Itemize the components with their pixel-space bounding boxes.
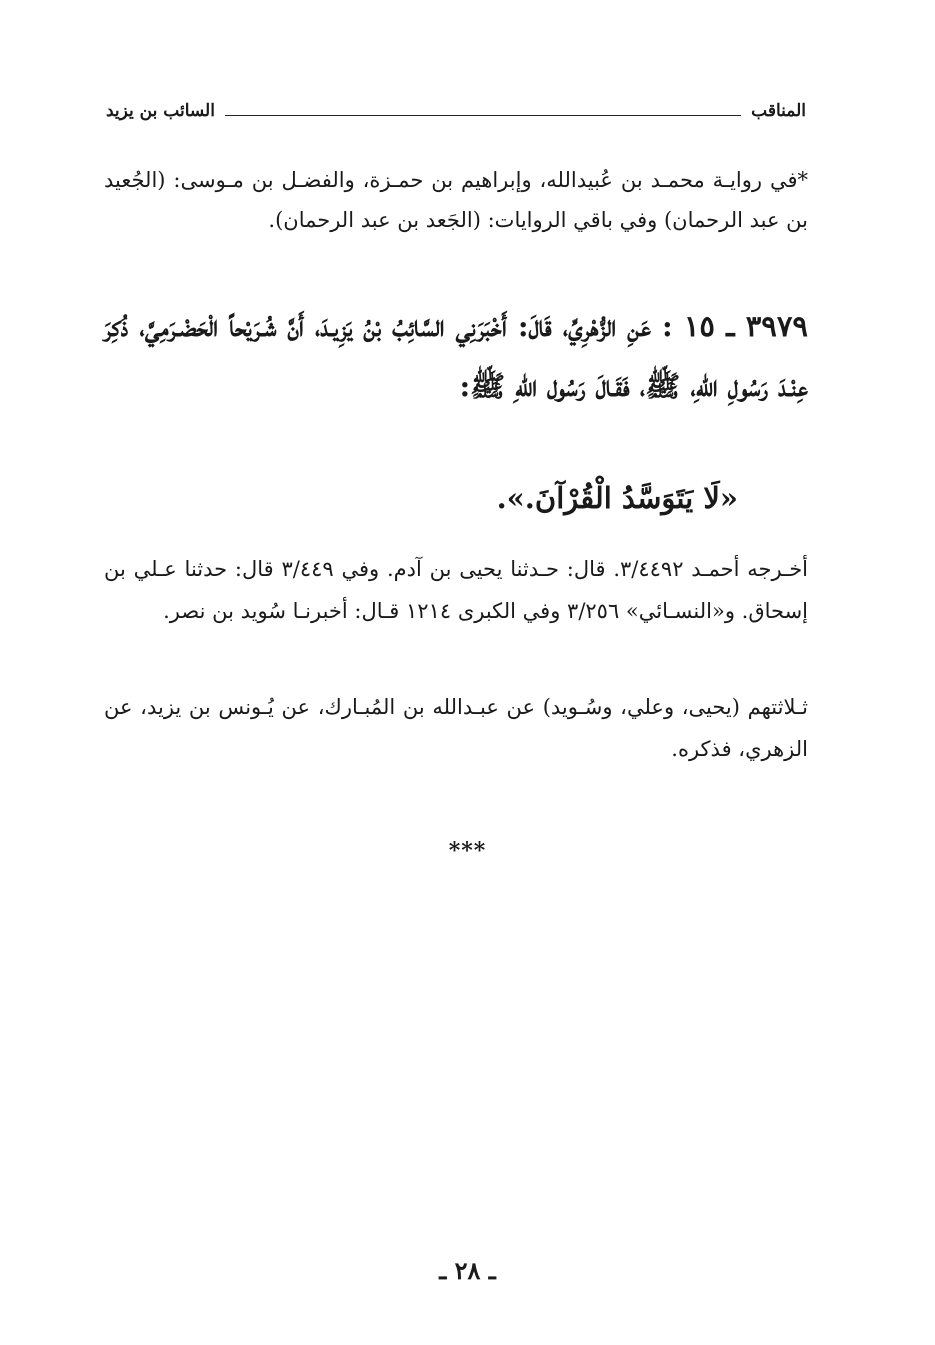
page-number: ـ ٢٨ ـ — [439, 1256, 496, 1285]
header-section-title: المناقب — [751, 101, 806, 121]
section-separator: *** — [448, 838, 487, 864]
variant-note: *في روايـة محمـد بن عُبيدالله، وإبراهيم بن حمـزة، والفضـل بن مـوسى: (الجُعيد بن عبد الرحمان) وفي باقي الروايات: (الجَعد بن عبد الرحمان). — [104, 168, 808, 232]
header-rule — [225, 115, 741, 116]
running-header — [106, 96, 806, 126]
hadith-quote: «لَا يَتَوَسَّدُ الْقُرْآنَ.». — [496, 481, 738, 515]
header-chapter-title: السائب بن يزيد — [106, 101, 215, 121]
hadith-text: ٣٩٧٩ ـ ١٥ : عَنِ الزُّهْرِيِّ، قَالَ: أَخْبَرَنِي السَّائِبُ بْنُ يَزِيـدَ، أَنَّ شُـرَيْحاً الْحَضْـرَمِيَّ، ذُكِرَ عِنْـدَ رَسُولِ اللّهِ، ﷺ، فَقَـالَ رَسُول اللّهِ ﷺ: — [104, 309, 808, 403]
chain-paragraph: ثـلاثتهم (يحيى، وعلي، وسُـويد) عن عبـدالله بن المُبـارك، عن يُـونس بن يزيد، عن الزهري، فذكره. — [104, 695, 808, 761]
takhrij-paragraph: أخـرجه أحمـد ٣/٤٤٩٢. قال: حـدثنا يحيى بن آدم. وفي ٣/٤٤٩ قال: حدثنا عـلي بن إسحاق. و«النسـائي» ٣/٢٥٦ وفي الكبرى ١٢١٤ قـال: أخبرنـا سُويد بن نصر. — [104, 557, 809, 623]
